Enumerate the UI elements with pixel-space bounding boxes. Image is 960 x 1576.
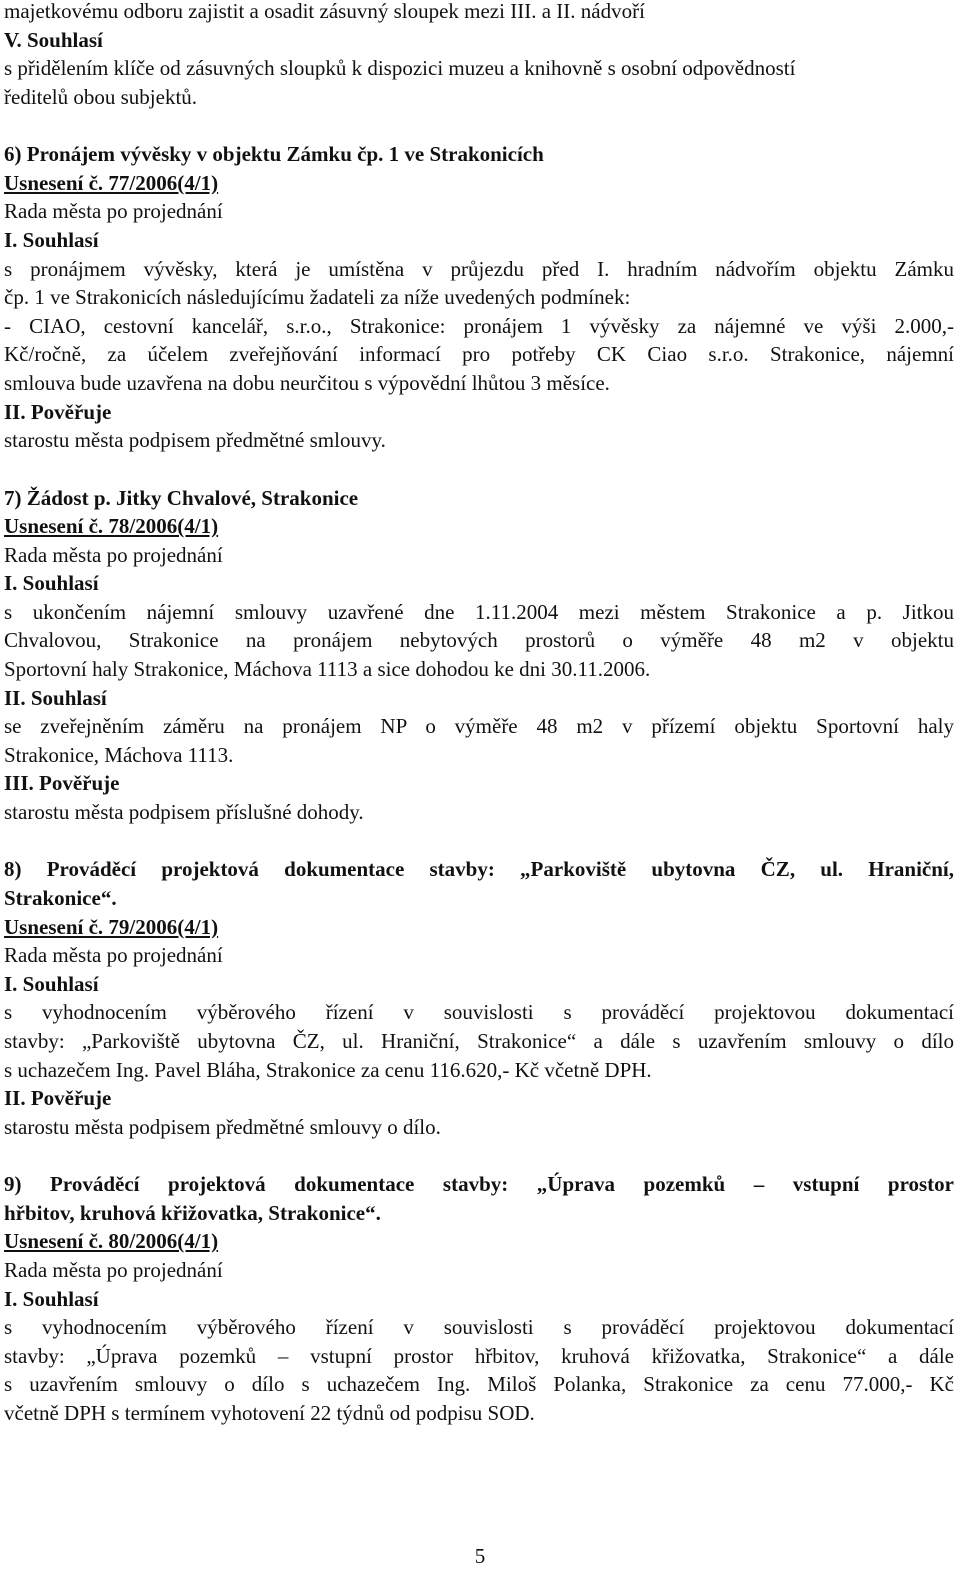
text-line: starostu města podpisem příslušné dohody. (4, 800, 364, 825)
paragraph-gap (4, 455, 954, 484)
text-line: Strakonice, Máchova 1113. (4, 742, 234, 767)
text-line: Chvalovou, Strakonice na pronájem nebytových prostorů o výměře 48 m2 v objektu (4, 628, 954, 653)
paragraph-gap (4, 111, 954, 140)
text-line: Rada města po projednání (4, 199, 223, 224)
text-line: s vyhodnocením výběrového řízení v souvislosti s prováděcí projektovou dokumentací (4, 1000, 954, 1025)
paragraph-gap (4, 827, 954, 856)
heading-line: hřbitov, kruhová křižovatka, Strakonice“. (4, 1200, 381, 1225)
text-line: smlouva bude uzavřena na dobu neurčitou s výpovědní lhůtou 3 měsíce. (4, 370, 610, 395)
resolution-number: Usnesení č. 80/2006(4/1) (4, 1229, 219, 1254)
text-line: Sportovní haly Strakonice, Máchova 1113 a sice dohodou ke dni 30.11.2006. (4, 657, 651, 682)
heading-line: I. Souhlasí (4, 971, 99, 996)
text-line: se zveřejněním záměru na pronájem NP o výměře 48 m2 v přízemí objektu Sportovní haly (4, 714, 954, 739)
text-line: starostu města podpisem předmětné smlouvy o dílo. (4, 1114, 441, 1139)
resolution-number: Usnesení č. 79/2006(4/1) (4, 914, 219, 939)
resolution-number: Usnesení č. 78/2006(4/1) (4, 514, 219, 539)
text-line: s uzavřením smlouvy o dílo s uchazečem Ing. Miloš Polanka, Strakonice za cenu 77.000,- Kč (4, 1372, 954, 1397)
heading-line: 7) Žádost p. Jitky Chvalové, Strakonice (4, 485, 359, 510)
text-line: s uchazečem Ing. Pavel Bláha, Strakonice za cenu 116.620,- Kč včetně DPH. (4, 1057, 652, 1082)
page-number: 5 (474, 1544, 486, 1568)
heading-line: I. Souhlasí (4, 1286, 99, 1311)
heading-line: 6) Pronájem vývěsky v objektu Zámku čp. 1 ve Strakonicích (4, 142, 544, 167)
text-line: Rada města po projednání (4, 943, 223, 968)
heading-line: II. Pověřuje (4, 1086, 112, 1111)
heading-line: II. Souhlasí (4, 685, 107, 710)
heading-line: III. Pověřuje (4, 771, 120, 796)
text-line: stavby: „Úprava pozemků – vstupní prostor hřbitov, kruhová křižovatka, Strakonice“ a dále (4, 1343, 954, 1368)
text-line: s pronájmem vývěsky, která je umístěna v průjezdu před I. hradním nádvořím objektu Zámku (4, 256, 954, 281)
heading-line: 9) Prováděcí projektová dokumentace stavby: „Úprava pozemků – vstupní prostor (4, 1172, 954, 1197)
text-line: Rada města po projednání (4, 1257, 223, 1282)
text-line: s přidělením klíče od zásuvných sloupků k dispozici muzeu a knihovně s osobní odpovědností (4, 56, 796, 81)
text-line: včetně DPH s termínem vyhotovení 22 týdnů od podpisu SOD. (4, 1400, 535, 1425)
heading-line: I. Souhlasí (4, 571, 99, 596)
heading-line: II. Pověřuje (4, 399, 112, 424)
text-line: Kč/ročně, za účelem zveřejňování informací pro potřeby CK Ciao s.r.o. Strakonice, nájemní (4, 342, 954, 367)
text-line: s ukončením nájemní smlouvy uzavřené dne 1.11.2004 mezi městem Strakonice a p. Jitkou (4, 599, 954, 624)
resolution-number: Usnesení č. 77/2006(4/1) (4, 170, 219, 195)
document-body (4, 0, 954, 1428)
heading-line: Strakonice“. (4, 886, 117, 911)
text-line: starostu města podpisem předmětné smlouvy. (4, 428, 386, 453)
text-line: stavby: „Parkoviště ubytovna ČZ, ul. Hraniční, Strakonice“ a dále s uzavřením smlouvy o dílo (4, 1028, 954, 1053)
heading-line: 8) Prováděcí projektová dokumentace stavby: „Parkoviště ubytovna ČZ, ul. Hraniční, (4, 857, 954, 882)
text-line: - CIAO, cestovní kancelář, s.r.o., Strakonice: pronájem 1 vývěsky za nájemné ve výši 2.000,- (4, 313, 954, 338)
text-line: čp. 1 ve Strakonicích následujícímu žadateli za níže uvedených podmínek: (4, 285, 631, 310)
text-line: Rada města po projednání (4, 542, 223, 567)
paragraph-gap (4, 1141, 954, 1170)
heading-line: I. Souhlasí (4, 227, 99, 252)
heading-line: V. Souhlasí (4, 27, 103, 52)
text-line: majetkovému odboru zajistit a osadit zásuvný sloupek mezi III. a II. nádvoří (4, 0, 645, 23)
text-line: s vyhodnocením výběrového řízení v souvislosti s prováděcí projektovou dokumentací (4, 1315, 954, 1340)
text-line: ředitelů obou subjektů. (4, 84, 198, 109)
